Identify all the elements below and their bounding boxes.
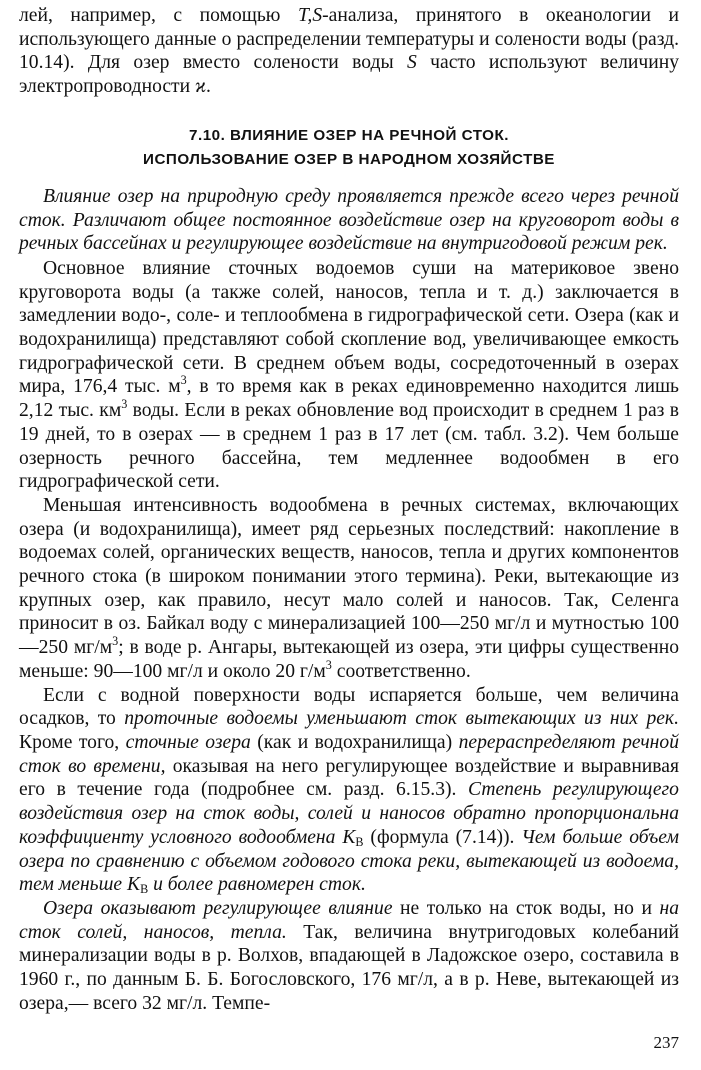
opening-paragraph bbox=[19, 4, 679, 99]
text-run: соответственно. bbox=[331, 660, 471, 682]
italic-run: перераспределяют речной сток во времени, bbox=[19, 731, 679, 777]
text-run: Кроме того, bbox=[19, 731, 126, 753]
page-number: 237 bbox=[653, 1033, 679, 1052]
italic-run: Озера оказывают регулирующее влияние bbox=[43, 897, 393, 919]
italic-run: S bbox=[407, 52, 417, 74]
paragraph-3 bbox=[19, 684, 679, 897]
subscript: В bbox=[140, 882, 149, 897]
section-heading-line-1: 7.10. ВЛИЯНИЕ ОЗЕР НА РЕЧНОЙ СТОК. bbox=[189, 126, 509, 144]
italic-run: T,S bbox=[297, 5, 323, 26]
paragraph-2 bbox=[19, 494, 679, 684]
text-run: Меньшая интенсивность водообмена в речных системах, включающих озера (и водохранилища), имеет ряд серьезных последствий: накопление в водоемах солей, органических веществ, наносов, тепла и других компонентов речного стока (в широком понимании этого термина). Реки, вытекающие из крупных озер, как правило, несут мало солей и наносов. Так, Селенга приносит в оз. Байкал воду с минерализацией 100—250 мг/л и мутностью 100—250 мг/м bbox=[19, 494, 679, 659]
subscript: В bbox=[355, 834, 364, 849]
italic-run: и более равномерен сток. bbox=[148, 874, 366, 896]
italic-run: сточные озера bbox=[125, 731, 251, 753]
text-run: воды. Если в реках обновление вод происходит в среднем 1 раз в 19 дней, то в озерах — в среднем 1 раз в 17 лет (см. табл. 3.2). Чем больше озерность речного бассейна, тем медленнее водообмен в его гидрографической сети. bbox=[19, 400, 679, 493]
text-run: (как и водохранилища) bbox=[250, 731, 459, 753]
text-run: оказывая на него регулирующее воздействие и выравнивая его в течение года (подробнее см. разд. 6.15.3). bbox=[19, 755, 679, 801]
paragraph-4 bbox=[19, 897, 679, 1016]
text-run: (формула (7.14)). bbox=[363, 826, 522, 848]
superscript: 3 bbox=[112, 634, 119, 649]
text-run: Основное влияние сточных водоемов суши на материковое звено круговорота воды (а также солей, наносов, тепла и т. д.) заключается в замедлении водо-, соле- и теплообмена в гидрографической сети. Озера (как и водохранилища) представляют собой скопление вод, увеличивающее емкость гидрографической сети. В среднем объем воды, сосредоточенный в озерах мира, 176,4 тыс. м bbox=[19, 257, 679, 398]
text-run: ; в воде р. Ангары, вытекающей из озера, эти цифры существенно меньше: 90—100 мг/л и около 20 г/м bbox=[19, 637, 679, 682]
italic-run: на сток солей, наносов, тепла. bbox=[19, 897, 679, 943]
text-run: . bbox=[206, 76, 211, 98]
italic-run: ϰ bbox=[195, 76, 207, 98]
lead-paragraph bbox=[19, 185, 679, 256]
italic-run: проточные водоемы уменьшают сток вытекающих из них рек. bbox=[124, 708, 679, 730]
section-heading-line-2: ИСПОЛЬЗОВАНИЕ ОЗЕР В НАРОДНОМ ХОЗЯЙСТВЕ bbox=[143, 150, 555, 168]
text-run: -анализа, принятого в океанологии и использующего данные о распределении температуры и солености воды (разд. 10.14). Для озер вместо солености воды bbox=[19, 5, 679, 74]
italic-run: Чем больше объем озера по сравнению с объемом годового стока реки, вытекающей из водоема, тем меньше K bbox=[19, 826, 679, 896]
italic-run: Влияние озер на природную среду проявляется прежде всего через речной сток. Различают общее постоянное воздействие озер на круговорот воды в речных бассейнах и регулирующее воздействие на внутригодовой режим рек. bbox=[19, 185, 679, 255]
italic-run: Степень регулирующего воздействия озер на сток воды, солей и наносов обратно пропорциональна коэффициенту условного водообмена K bbox=[19, 779, 679, 848]
superscript: 3 bbox=[180, 373, 187, 388]
text-run: не только на сток воды, но и bbox=[392, 897, 660, 919]
paragraph-1 bbox=[19, 257, 679, 494]
text-run: часто используют величину электропроводности bbox=[19, 52, 679, 98]
superscript: 3 bbox=[325, 657, 332, 672]
superscript: 3 bbox=[121, 397, 128, 412]
text-run: Если с водной поверхности воды испаряется больше, чем величина осадков, то bbox=[19, 684, 679, 730]
text-run: лей, например, с помощью bbox=[19, 5, 298, 26]
text-run: Так, величина внутригодовых колебаний минерализации воды в р. Волхов, впадающей в Ладожское озеро, составила в 1960 г., по данным Б. Б. Богословского, 176 мг/л, а в р. Неве, вытекающей из озера,— всего 32 мг/л. Темпе- bbox=[19, 921, 679, 1014]
section-heading bbox=[19, 124, 679, 172]
text-run: , в то время как в реках единовременно находится лишь 2,12 тыс. км bbox=[19, 376, 679, 422]
